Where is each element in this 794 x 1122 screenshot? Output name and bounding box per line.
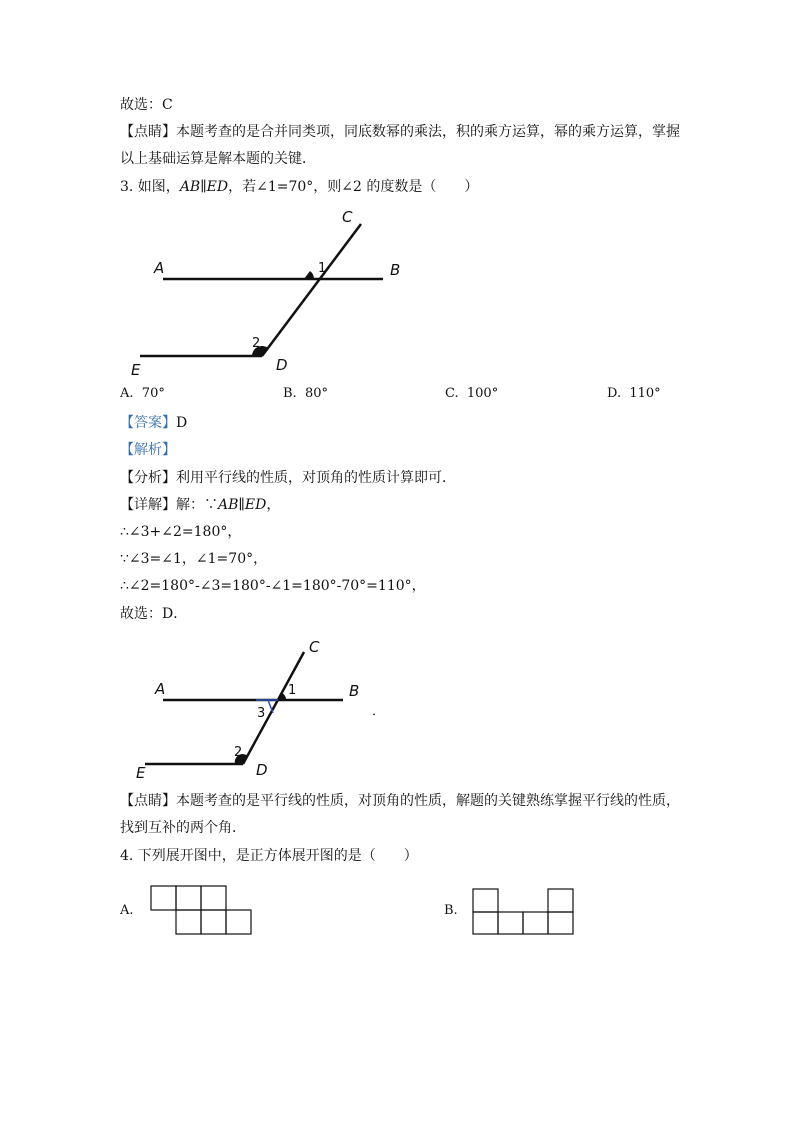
q3-option-b[interactable] [283, 386, 328, 401]
option-key: A. [120, 903, 134, 918]
q3-answer [120, 413, 187, 433]
line-cd [262, 224, 361, 356]
label-e: E [131, 361, 141, 379]
fenxi-tag: 【分析】 [120, 470, 176, 486]
answer-tag: 【答案】 [120, 415, 176, 431]
q3-figure-2 [136, 638, 385, 782]
comment-tag: 【点睛】 [120, 124, 176, 140]
option-text: 110° [629, 386, 661, 401]
q4-option-b[interactable] [444, 903, 458, 918]
q3-step-3: ∴∠2=180°-∠3=180°-∠1=180°-70°=110°， [120, 578, 426, 594]
comment-tag: 【点睛】 [120, 793, 176, 809]
label-2: 2 [252, 336, 261, 351]
comment-text: 本题考查的是合并同类项，同底数幂的乘法，积的乘方运算，幂的乘方运算，掌握 [176, 124, 680, 140]
label-c-2: C [309, 638, 320, 656]
label-c: C [342, 208, 353, 226]
option-text: 70° [141, 386, 165, 401]
figure-dot: ． [372, 704, 386, 719]
label-3: 3 [257, 706, 266, 721]
label-b-2: B [349, 682, 360, 700]
line-cd-2 [243, 652, 304, 764]
q3-analysis-tag: 【解析】 [120, 442, 176, 458]
q4-net-a [151, 886, 251, 934]
q3-choose: 故选：D． [120, 606, 188, 622]
label-d-2: D [256, 761, 268, 779]
label-b: B [390, 261, 401, 279]
q4-option-a[interactable] [120, 903, 134, 918]
comment-text: 本题考查的是平行线的性质，对顶角的性质，解题的关键熟练掌握平行线的性质， [176, 793, 680, 809]
q4-stem: 4. 下列展开图中，是正方体展开图的是（ ） [120, 848, 418, 864]
label-e-2: E [136, 764, 146, 782]
angle-1-mark [304, 271, 314, 279]
option-key: C. [445, 386, 459, 401]
prev-comment-line-2: 以上基础运算是解本题的关键． [120, 151, 316, 167]
option-key: B. [444, 903, 458, 918]
label-1: 1 [318, 261, 327, 276]
fenxi-text: 利用平行线的性质，对顶角的性质计算即可． [176, 470, 456, 486]
q3-number: 3. 如图， [120, 179, 180, 195]
q3-step-2: ∵∠3=∠1，∠1=70°， [120, 551, 268, 567]
answer-value: D [176, 415, 188, 431]
prev-answer-line: 故选：C [120, 97, 173, 113]
label-d: D [276, 356, 288, 374]
option-key: A. [120, 386, 134, 401]
label-a: A [154, 259, 165, 277]
option-key: D. [607, 386, 622, 401]
label-a-2: A [155, 680, 166, 698]
xiangjie-parallel: AB∥ED [218, 497, 267, 513]
q3-fenxi [120, 468, 456, 488]
q4-net-b [473, 889, 573, 934]
q3-option-c[interactable] [445, 386, 498, 401]
option-text: 100° [466, 386, 499, 401]
q3-parallel: AB∥ED [179, 179, 229, 195]
q3-figure-1 [131, 208, 400, 379]
q3-comment-line-2: 找到互补的两个角． [120, 820, 246, 836]
xiangjie-prefix: 解：∵ [176, 497, 218, 513]
q3-step-1: ∴∠3+∠2=180°， [120, 524, 242, 540]
q3-stem-rest: ，若∠1=70°，则∠2 的度数是（ ） [228, 179, 479, 195]
option-text: 80° [304, 386, 328, 401]
option-key: B. [283, 386, 297, 401]
xiangjie-suffix: ， [266, 497, 281, 513]
q3-option-d[interactable] [607, 386, 661, 401]
q3-comment-line-1 [120, 791, 680, 811]
label-2-2: 2 [234, 745, 243, 760]
label-1-2: 1 [288, 683, 297, 698]
q3-option-a[interactable] [120, 386, 165, 401]
q3-xiangjie [120, 495, 280, 515]
xiangjie-tag: 【详解】 [120, 497, 176, 513]
